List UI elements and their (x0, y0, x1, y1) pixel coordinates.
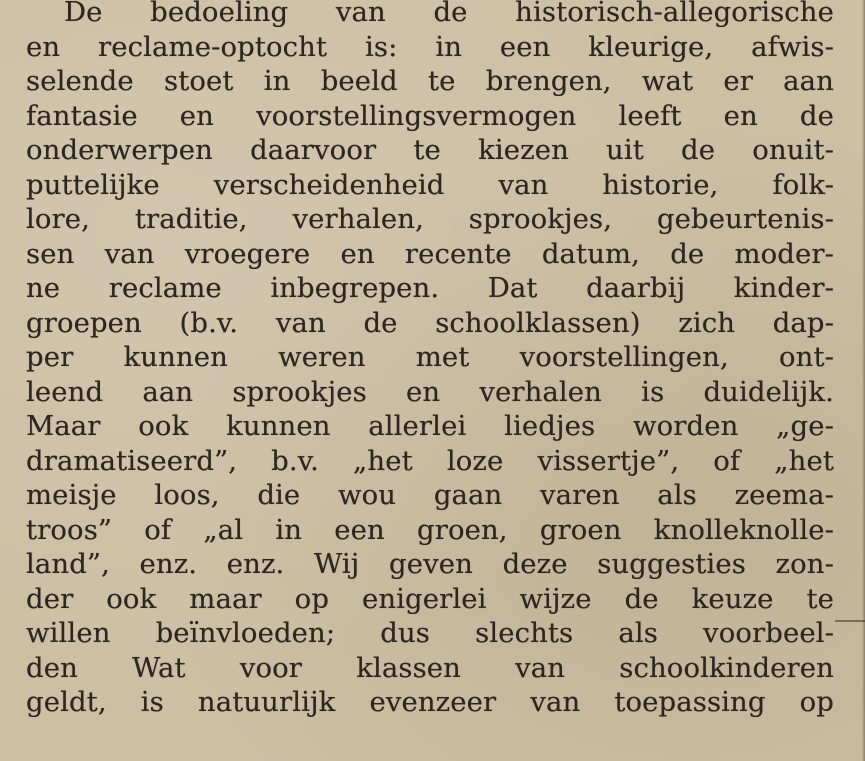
article-line: selende stoet in beeld te brengen, wat er aan (26, 65, 834, 97)
article-line: per kunnen weren met voorstellingen, ont- (26, 341, 834, 373)
article-line: onderwerpen daarvoor te kiezen uit de onuit- (26, 134, 834, 166)
article-line: en reclame-optocht is: in een kleurige, afwis- (26, 30, 834, 63)
article-column (26, 0, 834, 720)
article-line: lore, traditie, verhalen, sprookjes, gebeurtenis- (26, 203, 834, 235)
article-line: sen van vroegere en recente datum, de moder- (26, 237, 834, 270)
article-line: troos” of „al in een groen, groen knolleknolle- (26, 513, 834, 546)
article-line: willen beïnvloeden; dus slechts als voorbeel- (26, 617, 834, 649)
article-line: Maar ook kunnen allerlei liedjes worden „ge- (26, 410, 834, 442)
article-line: ne reclame inbegrepen. Dat daarbij kinder- (26, 272, 834, 304)
column-rule-tick (835, 620, 865, 622)
article-line: dramatiseerd”, b.v. „het loze vissertje”, of „het (26, 444, 834, 477)
article-line: leend aan sprookjes en verhalen is duidelijk. (26, 375, 834, 408)
article-line: meisje loos, die wou gaan varen als zeema- (26, 479, 834, 511)
article-line: der ook maar op enigerlei wijze de keuze te (26, 582, 834, 615)
article-line: puttelijke verscheidenheid van historie, folk- (26, 168, 834, 201)
article-line: den Wat voor klassen van schoolkinderen (26, 651, 834, 684)
article-line: De bedoeling van de historisch-allegorische (64, 0, 834, 28)
article-line: geldt, is natuurlijk evenzeer van toepassing op (26, 686, 834, 718)
article-line: groepen (b.v. van de schoolklassen) zich dap- (26, 306, 834, 339)
article-line: fantasie en voorstellingsvermogen leeft en de (26, 99, 834, 132)
article-line: land”, enz. enz. Wij geven deze suggesties zon- (26, 548, 834, 580)
